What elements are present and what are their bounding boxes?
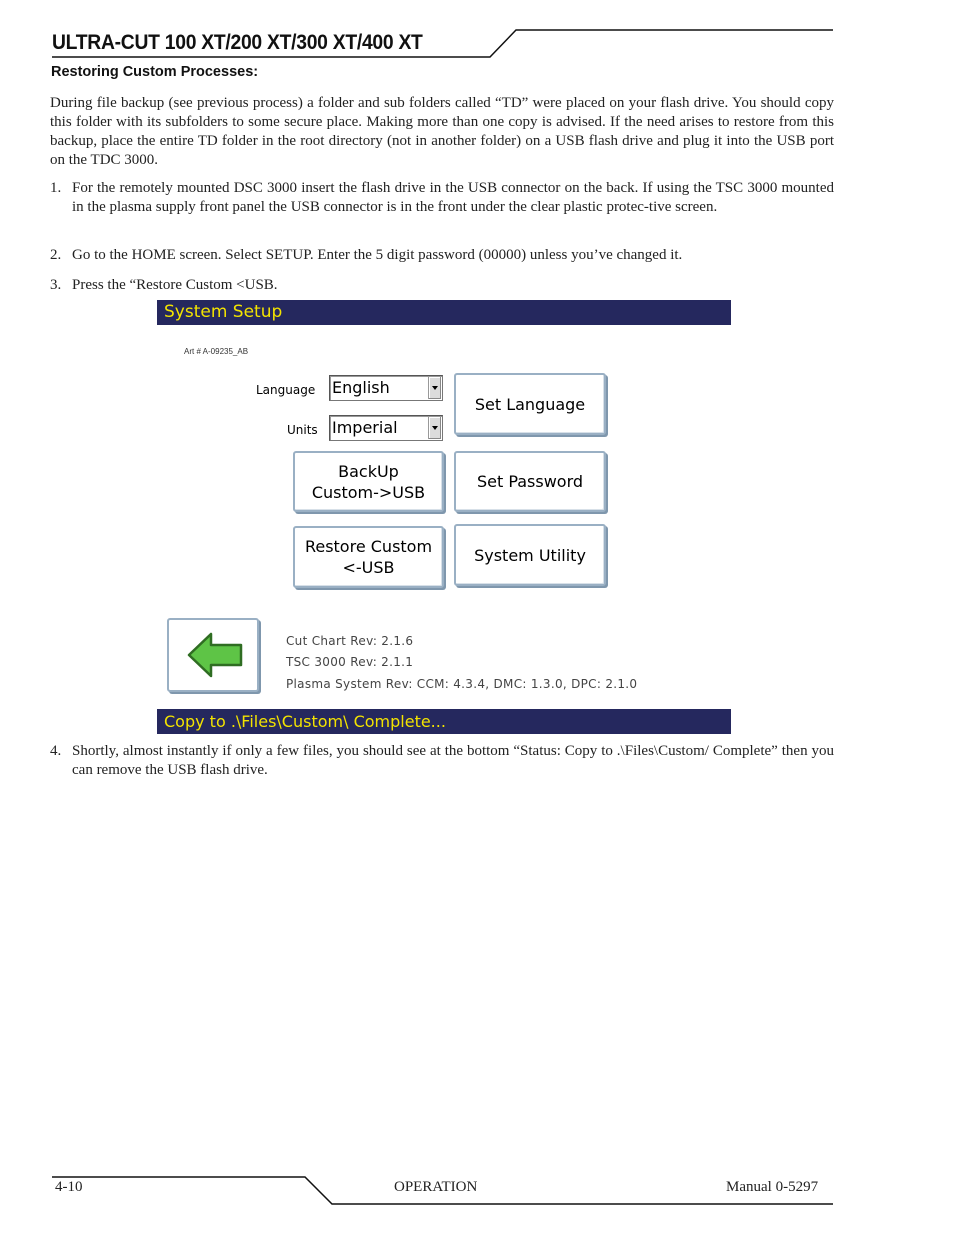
cut-chart-revision: Cut Chart Rev: 2.1.6	[286, 634, 414, 648]
language-value: English	[332, 378, 390, 397]
back-arrow-icon	[187, 632, 243, 678]
step-text: Shortly, almost instantly if only a few files, you should see at the bottom “Status: Copy to .\Files\Custom/ Complete” then you can remove the USB flash drive.	[72, 743, 834, 778]
system-utility-button[interactable]: System Utility	[454, 524, 606, 586]
document-title: ULTRA-CUT 100 XT/200 XT/300 XT/400 XT	[52, 31, 423, 54]
restore-custom-usb-button[interactable]: Restore Custom <-USB	[293, 526, 444, 588]
step-number: 3.	[50, 277, 62, 293]
units-value: Imperial	[332, 418, 398, 437]
manual-number: Manual 0-5297	[726, 1179, 819, 1195]
chevron-down-icon[interactable]	[428, 417, 441, 439]
set-language-button[interactable]: Set Language	[454, 373, 606, 435]
backup-custom-usb-button[interactable]: BackUp Custom->USB	[293, 451, 444, 512]
chevron-down-icon[interactable]	[428, 377, 441, 399]
language-label: Language	[256, 383, 316, 397]
page-number: 4-10	[55, 1179, 83, 1195]
intro-paragraph: During file backup (see previous process) a folder and sub folders called “TD” were placed on your flash drive. You should copy this folder with its subfolders to some secure place. Making more than one copy is advised. If the need arises to restore from this backup, place the entire TD folder in the root directory (not in another folder) on a USB flash drive and plug it into the USB port on the TDC 3000.	[50, 95, 834, 168]
art-number: Art # A-09235_AB	[184, 347, 249, 356]
step-number: 2.	[50, 247, 62, 263]
status-bar: Copy to .\Files\Custom\ Complete...	[157, 709, 731, 734]
back-button[interactable]	[167, 618, 259, 692]
footer-section: OPERATION	[394, 1179, 478, 1195]
step-text: For the remotely mounted DSC 3000 insert the flash drive in the USB connector on the back. If using the TSC 3000 mounted in the plasma supply front panel the USB connector is in the front under the clear plastic protec-tive screen.	[72, 180, 834, 215]
section-heading: Restoring Custom Processes:	[51, 64, 259, 80]
units-label: Units	[287, 423, 318, 437]
tsc-revision: TSC 3000 Rev: 2.1.1	[286, 655, 414, 669]
step-text: Press the “Restore Custom <USB.	[72, 277, 278, 293]
step-text: Go to the HOME screen. Select SETUP. Enter the 5 digit password (00000) unless you’ve changed it.	[72, 247, 683, 263]
step-number: 1.	[50, 180, 62, 196]
step-number: 4.	[50, 743, 62, 759]
language-select[interactable]	[329, 375, 443, 401]
plasma-system-revision: Plasma System Rev: CCM: 4.3.4, DMC: 1.3.0, DPC: 2.1.0	[286, 677, 638, 691]
units-select[interactable]	[329, 415, 443, 441]
set-password-button[interactable]: Set Password	[454, 451, 606, 512]
system-setup-title-bar: System Setup	[157, 300, 731, 325]
